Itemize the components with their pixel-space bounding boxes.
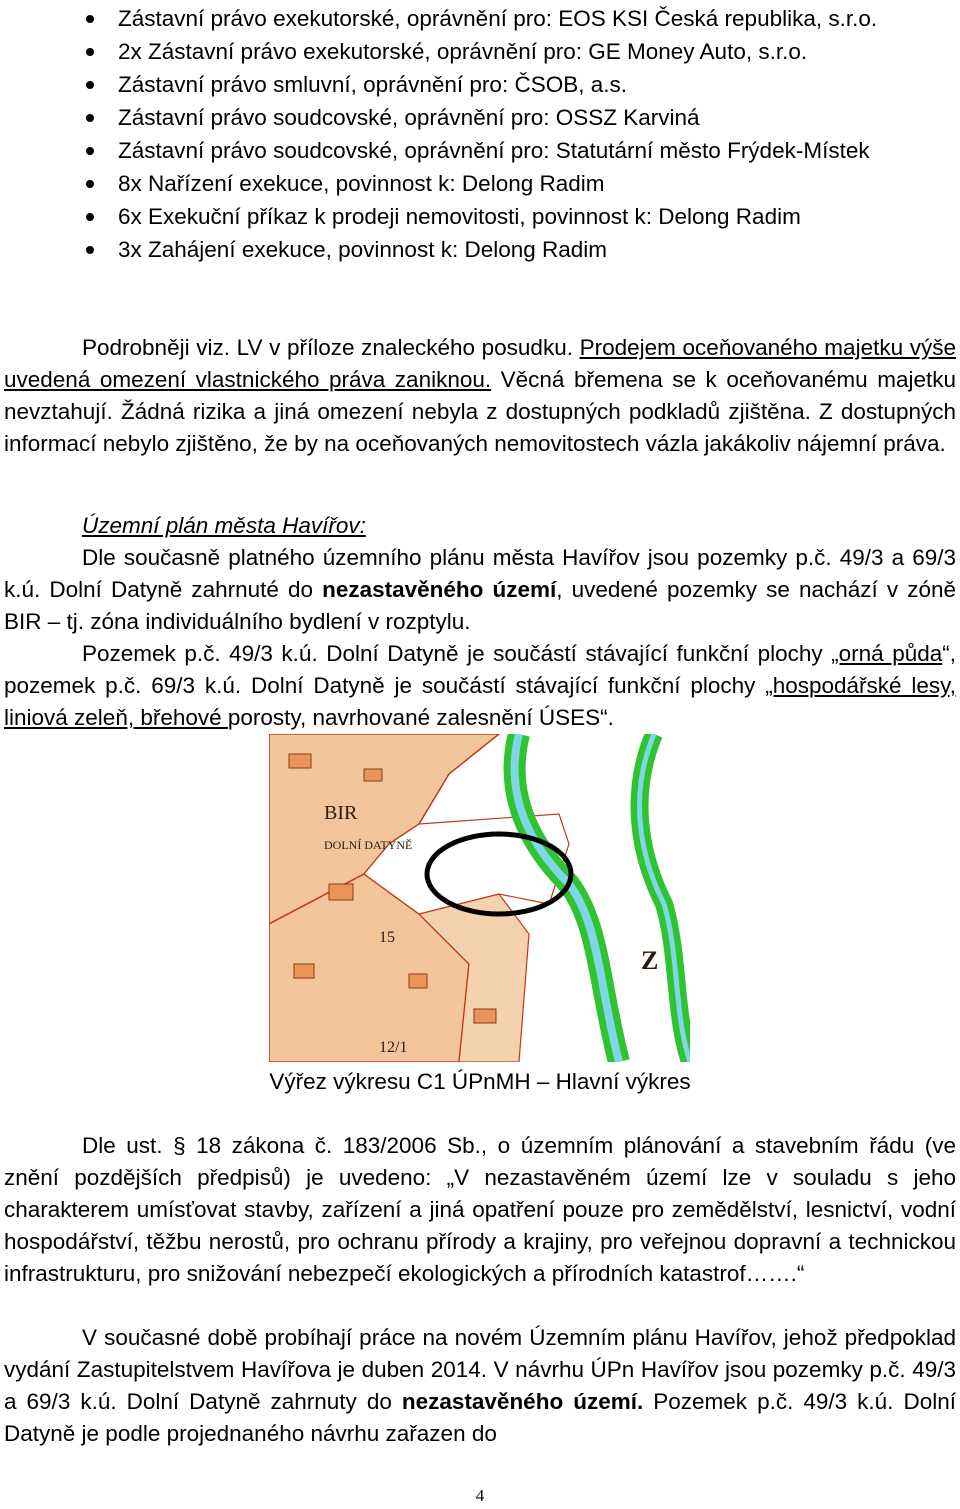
law-p1-b: , o územním plánování a stavebním řádu (ve znění pozdějších předpisů) je uvedeno: „V nezastavěném území lze v souladu s jeho charakterem umísťovat stavby, zařízení a jiná opatření pouze pro zemědělství, lesnictví, vodní hospodářství, těžbu nerostů, pro ochranu přírody a krajiny, pro veřejnou dopravní a technickou infrastrukturu, pro snižování nebezpečí ekologických a přírodních katastrof…….“: [4, 1133, 957, 1286]
map-label: Z: [641, 946, 659, 975]
zoning-map-image: [269, 734, 690, 1062]
map-label: DOLNÍ DATYNĚ: [324, 838, 413, 852]
plan-p2-c: porosty, navrhované zalesnění ÚSES“.: [227, 705, 614, 730]
list-item: Zástavní právo exekutorské, oprávnění pro: EOS KSI Česká republika, s.r.o.: [0, 2, 960, 35]
list-item: 8x Nařízení exekuce, povinnost k: Delong Radim: [0, 167, 960, 200]
details-rest: Věcná břemena se k oceňovanému majetku nevztahují. Žádná rizika a jiná omezení nebyla z dostupných podkladů zjištěna. Z dostupných informací nebylo zjištěno, že by na oceňovaných nemovitostech vázla jakákoliv nájemní práva.: [4, 367, 956, 456]
list-item: Zástavní právo smluvní, oprávnění pro: ČSOB, a.s.: [0, 68, 960, 101]
building: [294, 964, 314, 978]
law-p2-bold: nezastavěného území.: [401, 1389, 644, 1414]
building: [409, 974, 427, 988]
figure-caption: Výřez výkresu C1 ÚPnMH – Hlavní výkres: [269, 1069, 691, 1094]
law-p2-a: V současné době probíhají práce na novém Územním plánu Havířov, jehož předpoklad vydání Zastupitelstvem Havířova je duben 2014. V návrhu ÚPn Havířov jsou pozemky p.č. 49/3 a 69/3 k.ú. Dolní Datyně zahrnuty do: [4, 1325, 956, 1414]
plan-heading: Územní plán města Havířov:: [82, 513, 366, 538]
map-label: 12/1: [379, 1039, 408, 1056]
encumbrance-list: [0, 2, 960, 266]
plan-p2-u1: „orná půda: [831, 641, 943, 666]
plan-p1-a: Dle současně platného územního plánu města Havířov jsou pozemky p.č. 49/3 a 69/3 k.ú. Dolní Datyně zahrnuté do: [4, 545, 956, 602]
law-p1-a: Dle ust. § 18 zákona č. 183/2006 Sb.: [82, 1133, 481, 1158]
building: [329, 884, 353, 900]
plan-p2-u2: „hospodářské lesy, liniová zeleň, břehové: [4, 673, 956, 730]
law-paragraph-1: [4, 1130, 956, 1290]
building: [364, 769, 382, 781]
plan-paragraph-2: [4, 638, 956, 734]
building: [289, 754, 311, 768]
map-label: 15: [379, 929, 395, 946]
details-paragraph: [4, 332, 956, 460]
details-underlined: Prodejem oceňovaného majetku výše uvedená omezení vlastnického práva zaniknou.: [4, 335, 956, 392]
plan-p1-b: , uvedené pozemky se nachází v zóně BIR – tj. zóna individuálního bydlení v rozptylu.: [4, 577, 956, 634]
list-item: Zástavní právo soudcovské, oprávnění pro: OSSZ Karviná: [0, 101, 960, 134]
list-item: 6x Exekuční příkaz k prodeji nemovitosti, povinnost k: Delong Radim: [0, 200, 960, 233]
list-item: 2x Zástavní právo exekutorské, oprávnění pro: GE Money Auto, s.r.o.: [0, 35, 960, 68]
building: [474, 1009, 496, 1023]
law-p2-b: Pozemek p.č. 49/3 k.ú. Dolní Datyně je podle projednaného návrhu zařazen do: [4, 1389, 956, 1446]
map-label: BIR: [324, 802, 358, 824]
plan-paragraph-1: [4, 542, 956, 638]
page-number: 4: [475, 1486, 485, 1505]
details-lead: Podrobněji viz. LV v příloze znaleckého posudku.: [82, 335, 580, 360]
list-item: Zástavní právo soudcovské, oprávnění pro: Statutární město Frýdek-Místek: [0, 134, 960, 167]
plan-p1-bold: nezastavěného území: [322, 577, 557, 602]
list-item: 3x Zahájení exekuce, povinnost k: Delong Radim: [0, 233, 960, 266]
plan-p2-a: Pozemek p.č. 49/3 k.ú. Dolní Datyně je součástí stávající funkční plochy: [82, 641, 832, 666]
plan-p2-b: “, pozemek p.č. 69/3 k.ú. Dolní Datyně je součástí stávající funkční plochy: [4, 641, 956, 698]
plan-heading-line: [4, 510, 956, 542]
law-paragraph-2: [4, 1322, 956, 1450]
